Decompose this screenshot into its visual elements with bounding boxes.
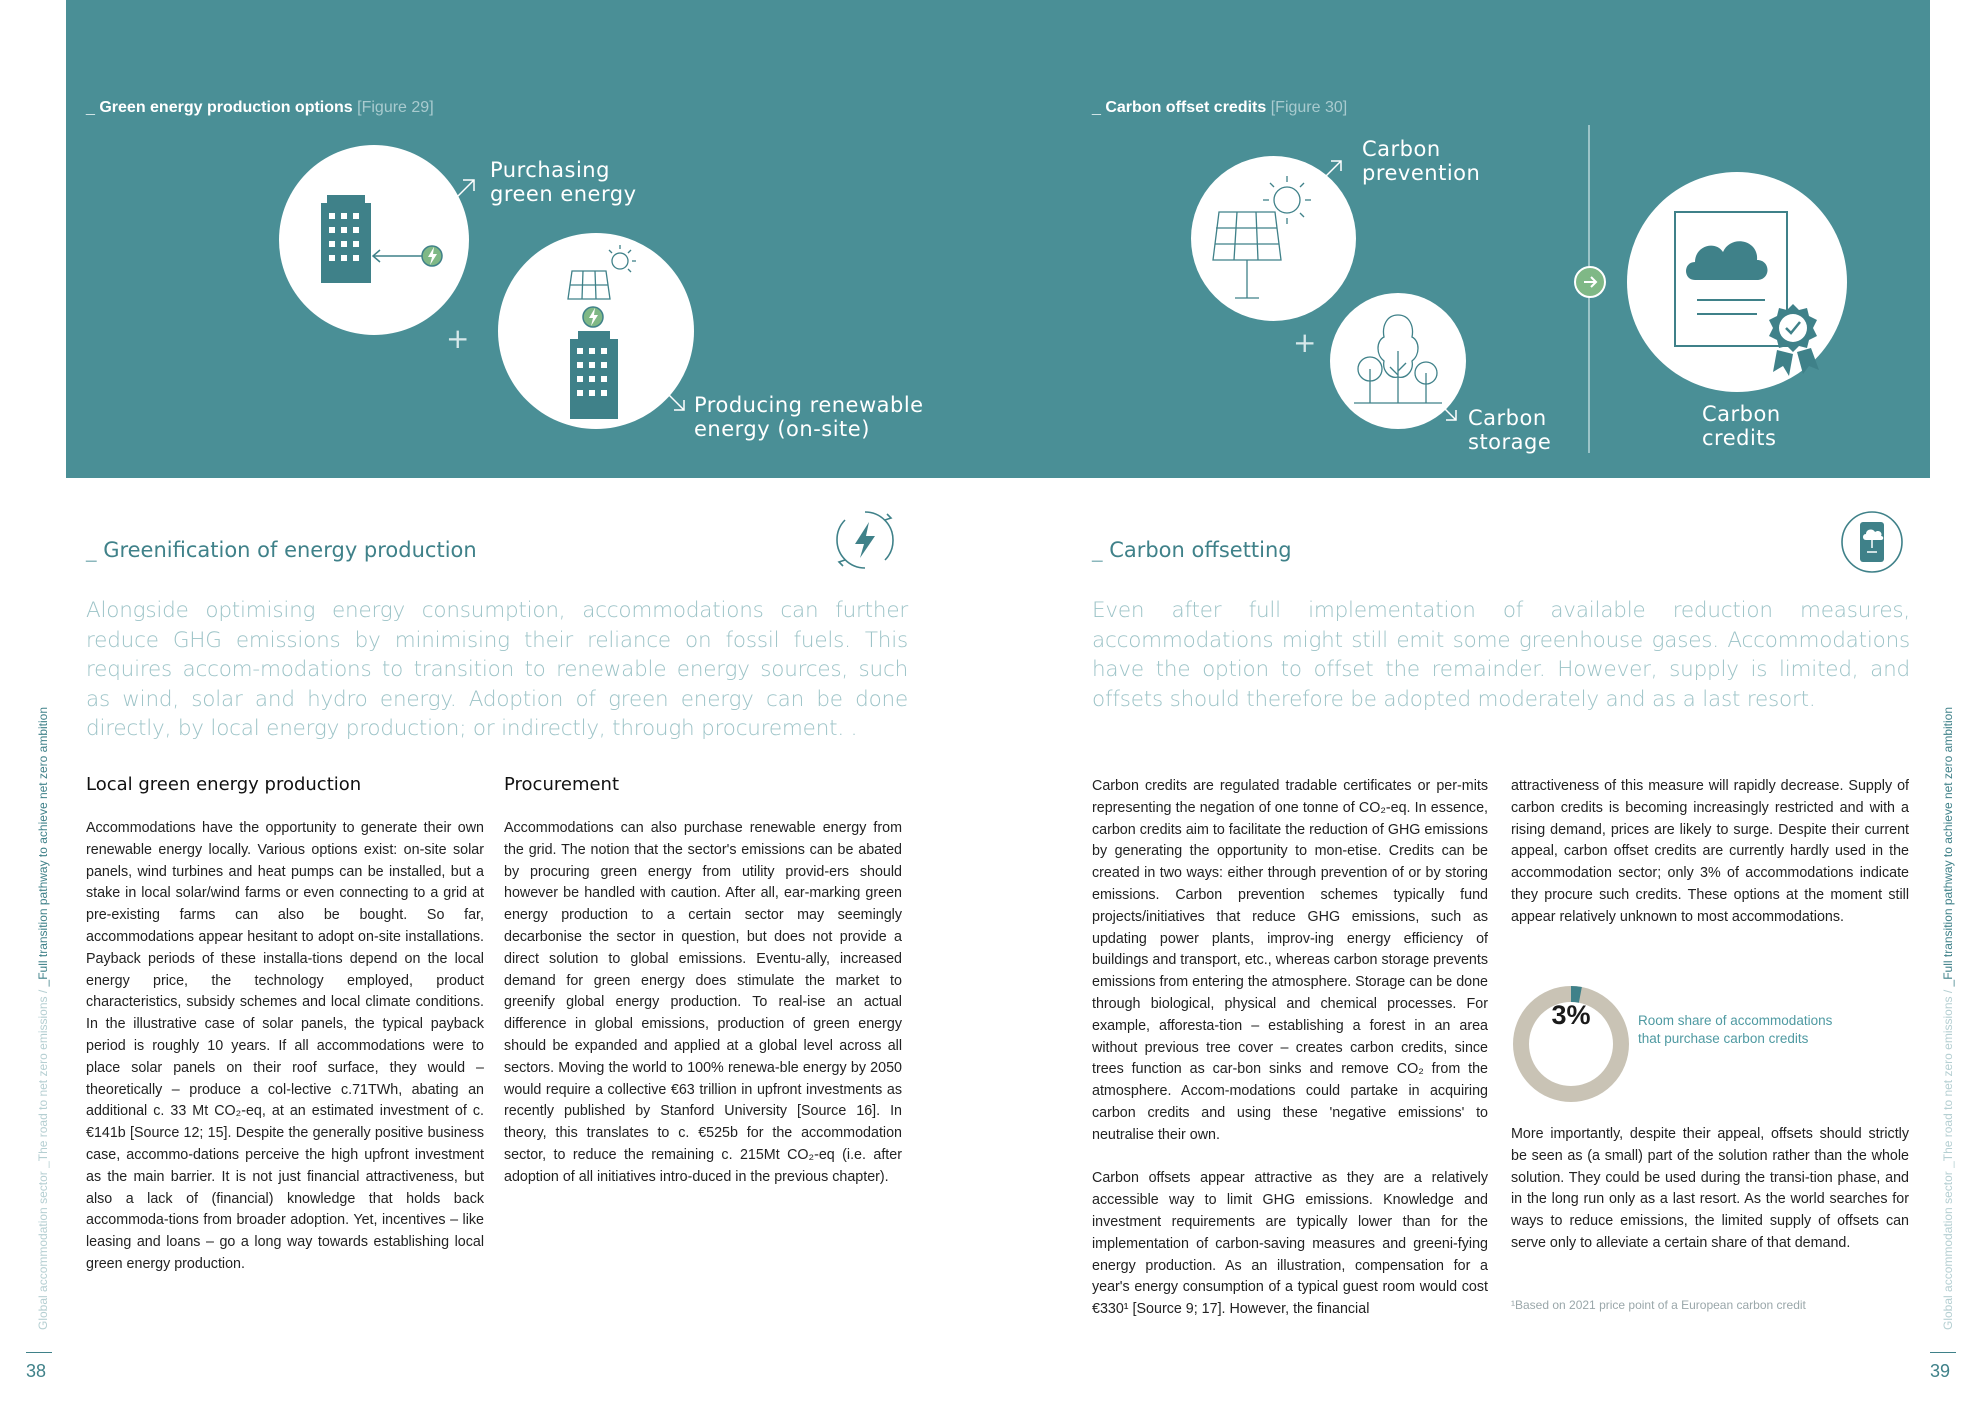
- section-title-greenification: _ Greenification of energy production: [86, 538, 477, 562]
- body-text: Carbon offsets appear attractive as they are a relatively accessible way to limit GHG emissions. Knowledge and investment requirements are typically lower than for the implementation of carbon-saving measures and greeni-fying energy production. As an illustration, compensation for a year's energy consumption of a typical guest room would cost €330¹ [Source 9; 17]. However, the financial: [1092, 1170, 1488, 1318]
- donut-percentage: 3%: [1551, 1000, 1591, 1030]
- donut-label: Room share of accommodations that purchase carbon credits: [1638, 1013, 1833, 1046]
- body-text: Accommodations can also purchase renewable energy from the grid. The notion that the sector's emissions can be abated by procuring green energy from utility provid-ers should however be handled with caution. After all, ear-marking green energy production to a certain sector may seemingly decarbonise the sector in question, but does not provide a direct solution to global emissions. Eventu-ally, increased demand for green energy does stimulate the market to greenify global energy production. To real-ise an actual difference in global emissions, production of green energy should be expanded and applied at a global level across all sectors. Moving the world to 100% renewa-ble energy by 2050 would require a collective €63 trillion in upfront investments as recently published by Stanford University [Source 16]. In theory, this translates to c. €525b for the accommodation sector, to reduce the remaining c. 215Mt CO₂-eq (i.e. after adoption of all initiatives intro-duced in the previous chapter).: [504, 820, 902, 1185]
- column-offset-conclusion: [1511, 1124, 1909, 1277]
- carbon-storage-label: Carbon storage: [1468, 406, 1552, 454]
- producing-renewable-label: Producing renewable energy (on-site): [694, 393, 924, 441]
- footnote: ¹Based on 2021 price point of a European carbon credit: [1511, 1298, 1806, 1312]
- heading-local-green-energy: Local green energy production: [86, 774, 362, 795]
- section-title-carbon-offsetting: _ Carbon offsetting: [1092, 538, 1292, 562]
- column-carbon-credits: [1092, 776, 1488, 1343]
- side-running-head-left: Global accommodation sector _The road to net zero emissions / _Full transition pathway to achieve net zero ambition: [36, 706, 50, 1330]
- body-text: attractiveness of this measure will rapidly decrease. Supply of carbon credits is becoming increasingly restricted and with a rising demand, prices are likely to surge. Despite their current appeal, carbon offset credits are currently hardly used in the accommodation sector; only 3% of accommodations indicate they procure such credits. These options at the moment still appear relatively unknown to most accommodations.: [1511, 778, 1909, 925]
- page-number-left: 38: [26, 1361, 47, 1381]
- page-number-right: 39: [1930, 1361, 1951, 1381]
- arrow-right-icon: [1574, 266, 1606, 298]
- lightning-cycle-icon: [833, 508, 897, 572]
- lead-paragraph-left: Alongside optimising energy consumption, accommodations can further reduce GHG emissions by minimising their reliance on fossil fuels. This requires accom-modations to transition to renewable energy sources, such as wind, solar and hydro energy. Adoption of green energy can be done directly, by local energy production; or indirectly, through procurement. .: [86, 598, 908, 741]
- lead-paragraph-right: Even after full implementation of available reduction measures, accommodations might still emit some greenhouse gases. Accommodations have the option to offset the remainder. However, supply is limited, and offsets should therefore be adopted moderately and as a last resort.: [1092, 598, 1910, 712]
- solar-building-icon: [498, 233, 694, 429]
- arrow-down-right-icon: [666, 392, 688, 414]
- figure-29-title: _ Green energy production options [Figure 29]: [86, 99, 434, 116]
- body-text: More importantly, despite their appeal, offsets should strictly be seen as (a small) part of the solution rather than the whole solution. They could be used during the transi-tion phase, and in the long run only as a last resort. As the world searches for ways to reduce emissions, the limited supply of offsets can serve only to alleviate a certain share of that demand.: [1511, 1126, 1909, 1251]
- page-number-rule: [26, 1352, 52, 1353]
- body-text: Accommodations have the opportunity to generate their own renewable energy locally. Various options exist: on-site solar panels, wind turbines and heat pumps can be installed, but a stake in local solar/wind farms or even connecting to a grid at pre-existing farms can also be bought. So far, accommodations appear hesitant to adopt on-site installations. Payback periods of these installa-tions depend on the local energy price, the technology employed, product characteristics, subsidy schemes and local climate conditions. In the illustrative case of solar panels, the typical payback period is roughly 10 years. If all accommodations were to place solar panels on their roof surface, they would – theoretically – produce a col-lective c.71TWh, abating an additional c. 33 Mt CO₂-eq, at an estimated investment of c. €141b [Source 12; 15]. Despite the generally positive business case, accommo-dations perceive the high upfront investment as the main barrier. It is not just financial attractiveness, but also a lack of (financial) knowledge that holds back accommoda-tions from broader adoption. Yet, incentives – like leasing and loans – go a long way towards establishing local green energy production.: [86, 820, 484, 1272]
- cloud-phone-icon: [1840, 510, 1904, 574]
- purchasing-circle: [279, 145, 469, 335]
- credits-circle: [1627, 172, 1847, 392]
- heading-procurement: Procurement: [504, 774, 620, 795]
- column-offset-attractiveness: [1511, 776, 1909, 950]
- column-procurement: [504, 818, 902, 1210]
- page-number-rule: [1930, 1352, 1956, 1353]
- carbon-credits-label: Carbon credits: [1702, 402, 1781, 450]
- plus-sign: +: [1293, 326, 1317, 359]
- cloud-certificate-icon: [1627, 172, 1847, 392]
- column-local-production: [86, 818, 484, 1298]
- carbon-prevention-label: Carbon prevention: [1362, 137, 1481, 185]
- side-running-head-right: Global accommodation sector _The road to net zero emissions / _Full transition pathway to achieve net zero ambition: [1941, 706, 1955, 1330]
- arrow-up-right-icon: [452, 176, 478, 202]
- building-icon: [279, 145, 469, 335]
- arrow-down-right-icon: [1438, 402, 1460, 424]
- arrow-up-right-icon: [1322, 158, 1344, 180]
- plus-sign: +: [446, 322, 470, 355]
- body-text: Carbon credits are regulated tradable certificates or per-mits representing the negation of one tonne of CO₂-eq. In essence, carbon credits aim to facilitate the reduction of GHG emissions by generating the opportunity to mon-etise. Credits can be created in two ways: either through prevention of or by storing emissions. Carbon prevention schemes typically fund projects/initiatives that reduce GHG emissions, such as updating power plants, improv-ing energy efficiency of buildings and transport, etc., whereas carbon storage prevents emissions from entering the atmosphere. Storage can be done through biological, physical and chemical processes. For example, afforesta-tion – establishing a forest in an area without previous tree cover – creates carbon credits, since trees function as car-bon sinks and remove CO₂ from the atmosphere. Accom-modations could partake in acquiring carbon credits and using these 'negative emissions' to neutralise their own.: [1092, 778, 1488, 1143]
- purchasing-green-energy-label: Purchasing green energy: [490, 158, 637, 206]
- donut-value-arc: [1571, 994, 1580, 995]
- producing-circle: [498, 233, 694, 429]
- award-seal-icon: [1769, 304, 1819, 376]
- figure-30-title: _ Carbon offset credits [Figure 30]: [1092, 99, 1348, 116]
